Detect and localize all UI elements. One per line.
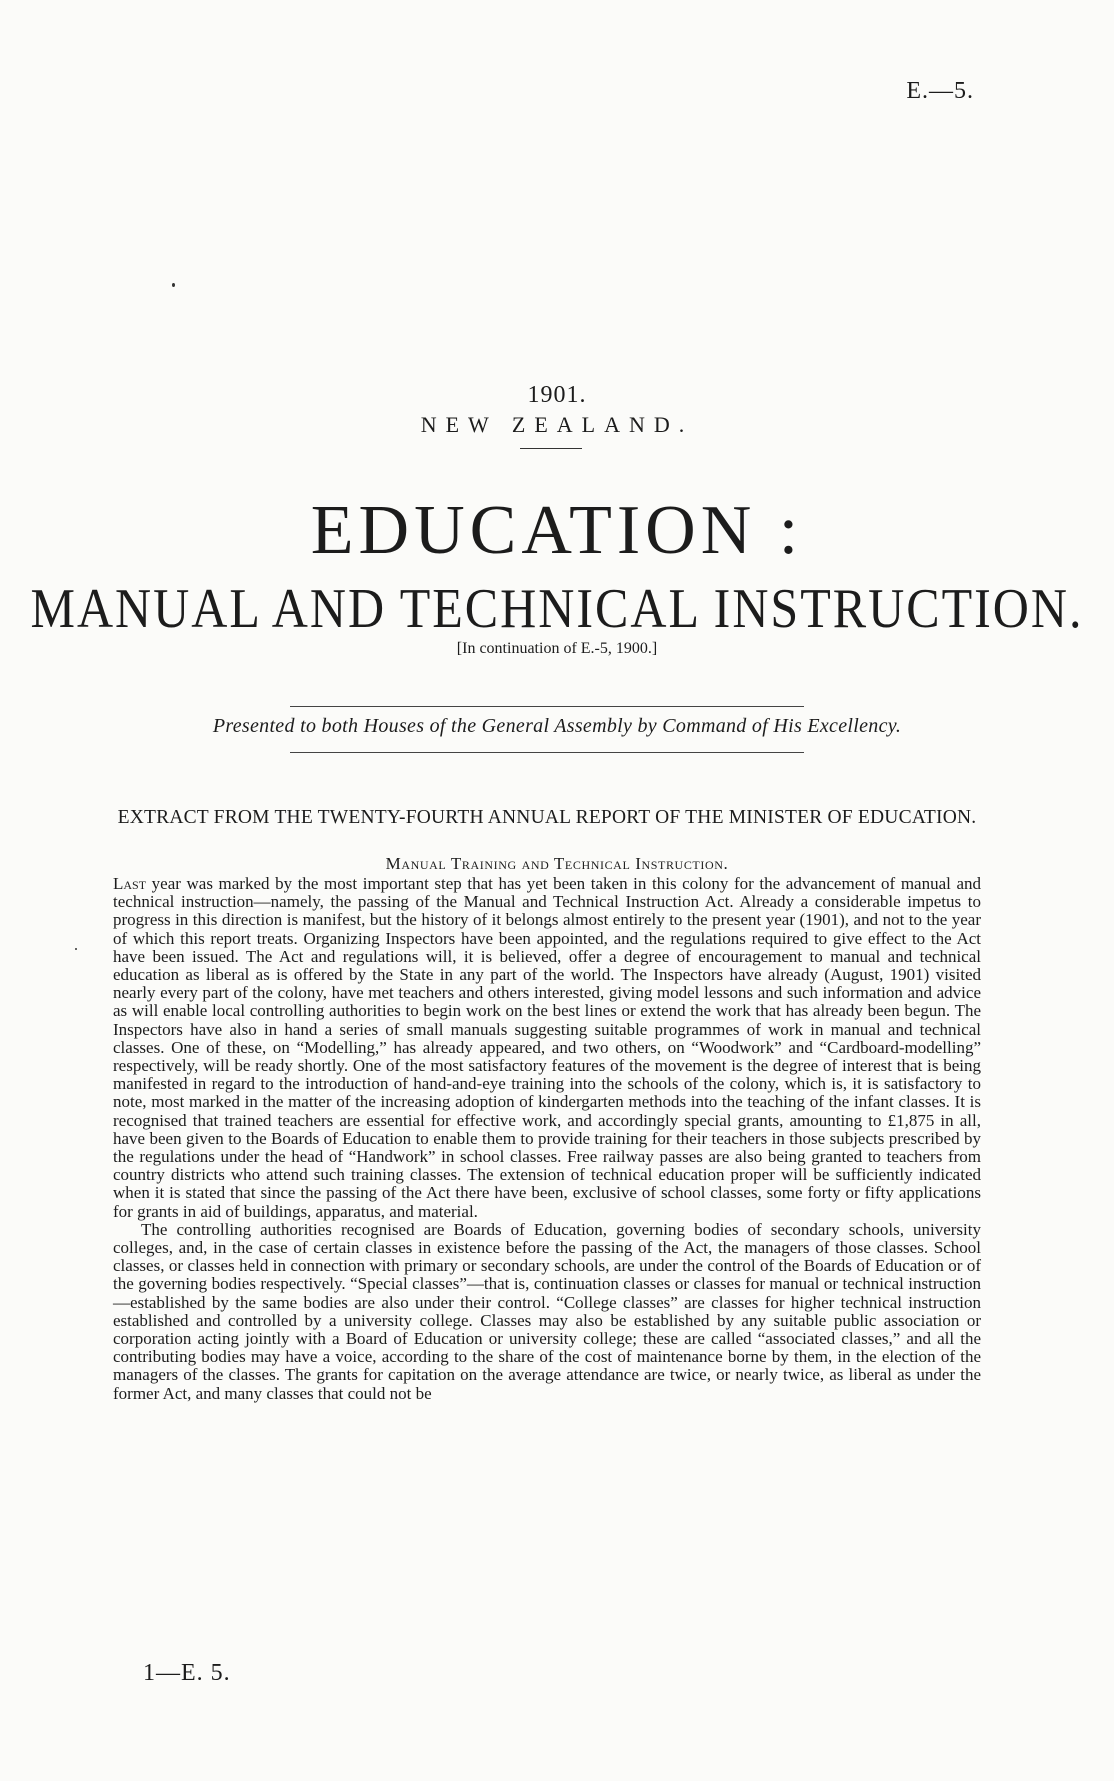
print-speck <box>75 948 77 950</box>
signature-mark: 1—E. 5. <box>143 1660 231 1686</box>
report-year: 1901. <box>527 382 587 408</box>
document-title: EDUCATION : <box>310 492 804 569</box>
paragraph <box>113 875 981 1221</box>
country-name: NEW ZEALAND. <box>420 412 694 437</box>
presented-rule-top <box>290 706 804 707</box>
section-heading: Manual Training and Technical Instruction. <box>385 854 729 873</box>
title-divider <box>520 448 582 449</box>
report-body <box>113 875 981 1403</box>
print-speck <box>172 283 175 287</box>
document-subtitle: MANUAL AND TECHNICAL INSTRUCTION. <box>30 576 1084 640</box>
paragraph-text: year was marked by the most important step that has yet been taken in this colony for the advancement of manual and technical instruction—namely, the passing of the Manual and Technical Instruction Act. Already a considerable impetus to progress in this direction is manifest, but the history of it belongs almost entirely to the present year (1901), and not to the year of which this report treats. Organizing Inspectors have been appointed, and the regulations required to give effect to the Act have been issued. The Act and regulations will, it is believed, offer a degree of encouragement to manual and technical education as liberal as is offered by the State in any part of the world. The Inspectors have already (August, 1901) visited nearly every part of the colony, have met teachers and others interested, giving model lessons and such information and advice as will enable local controlling authorities to begin work on the best lines or extend the work that has already been begun. The Inspectors have also in hand a series of small manuals suggesting suitable programmes of work in manual and technical classes. One of these, on “Modelling,” has already appeared, and two others, on “Woodwork” and “Cardboard-modelling” respectively, will be ready shortly. One of the most satisfactory features of the movement is the degree of interest that is being manifested in regard to the introduction of hand-and-eye training into the schools of the colony, which is, it is satisfactory to note, most marked in the matter of the increasing adoption of kindergarten methods into the teaching of the infant classes. It is recognised that trained teachers are essential for effective work, and accordingly special grants, amounting to £1,875 in all, have been given to the Boards of Education to enable them to provide training for their teachers in those subjects prescribed by the regulations under the head of “Handwork” in school classes. Free railway passes are also being granted to teachers from country districts who attend such training classes. The extension of technical education proper will be sufficiently indicated when it is stated that since the passing of the Act there have been, exclusive of school classes, some forty or fifty applications for grants in aid of buildings, apparatus, and material. <box>113 874 981 1221</box>
continuation-note: [In continuation of E.-5, 1900.] <box>456 640 658 657</box>
document-reference: E.—5. <box>906 78 974 104</box>
paragraph-lead-word: Last <box>113 874 147 893</box>
paragraph: The controlling authorities recognised are Boards of Education, governing bodies of secondary schools, university colleges, and, in the case of certain classes in existence before the passing of the Act, the managers of those classes. School classes, or classes held in connection with primary or secondary schools, are under the control of the Boards of Education or of the governing bodies respectively. “Special classes”—that is, continuation classes or classes for manual or technical instruction—established by the same bodies are also under their control. “College classes” are classes for higher technical instruction established and controlled by a university college. Classes may also be established by any suitable public association or corporation acting jointly with a Board of Education or university college; these are called “associated classes,” and all the contributing bodies may have a voice, according to the share of the cost of maintenance borne by them, in the election of the managers of the classes. The grants for capitation on the average attendance are twice, or nearly twice, as liberal as under the former Act, and many classes that could not be <box>113 1219 981 1403</box>
presented-rule-bottom <box>290 752 804 753</box>
extract-heading: EXTRACT FROM THE TWENTY-FOURTH ANNUAL REPORT OF THE MINISTER OF EDUCATION. <box>117 807 977 828</box>
presented-line: Presented to both Houses of the General Assembly by Command of His Excellency. <box>212 715 902 737</box>
